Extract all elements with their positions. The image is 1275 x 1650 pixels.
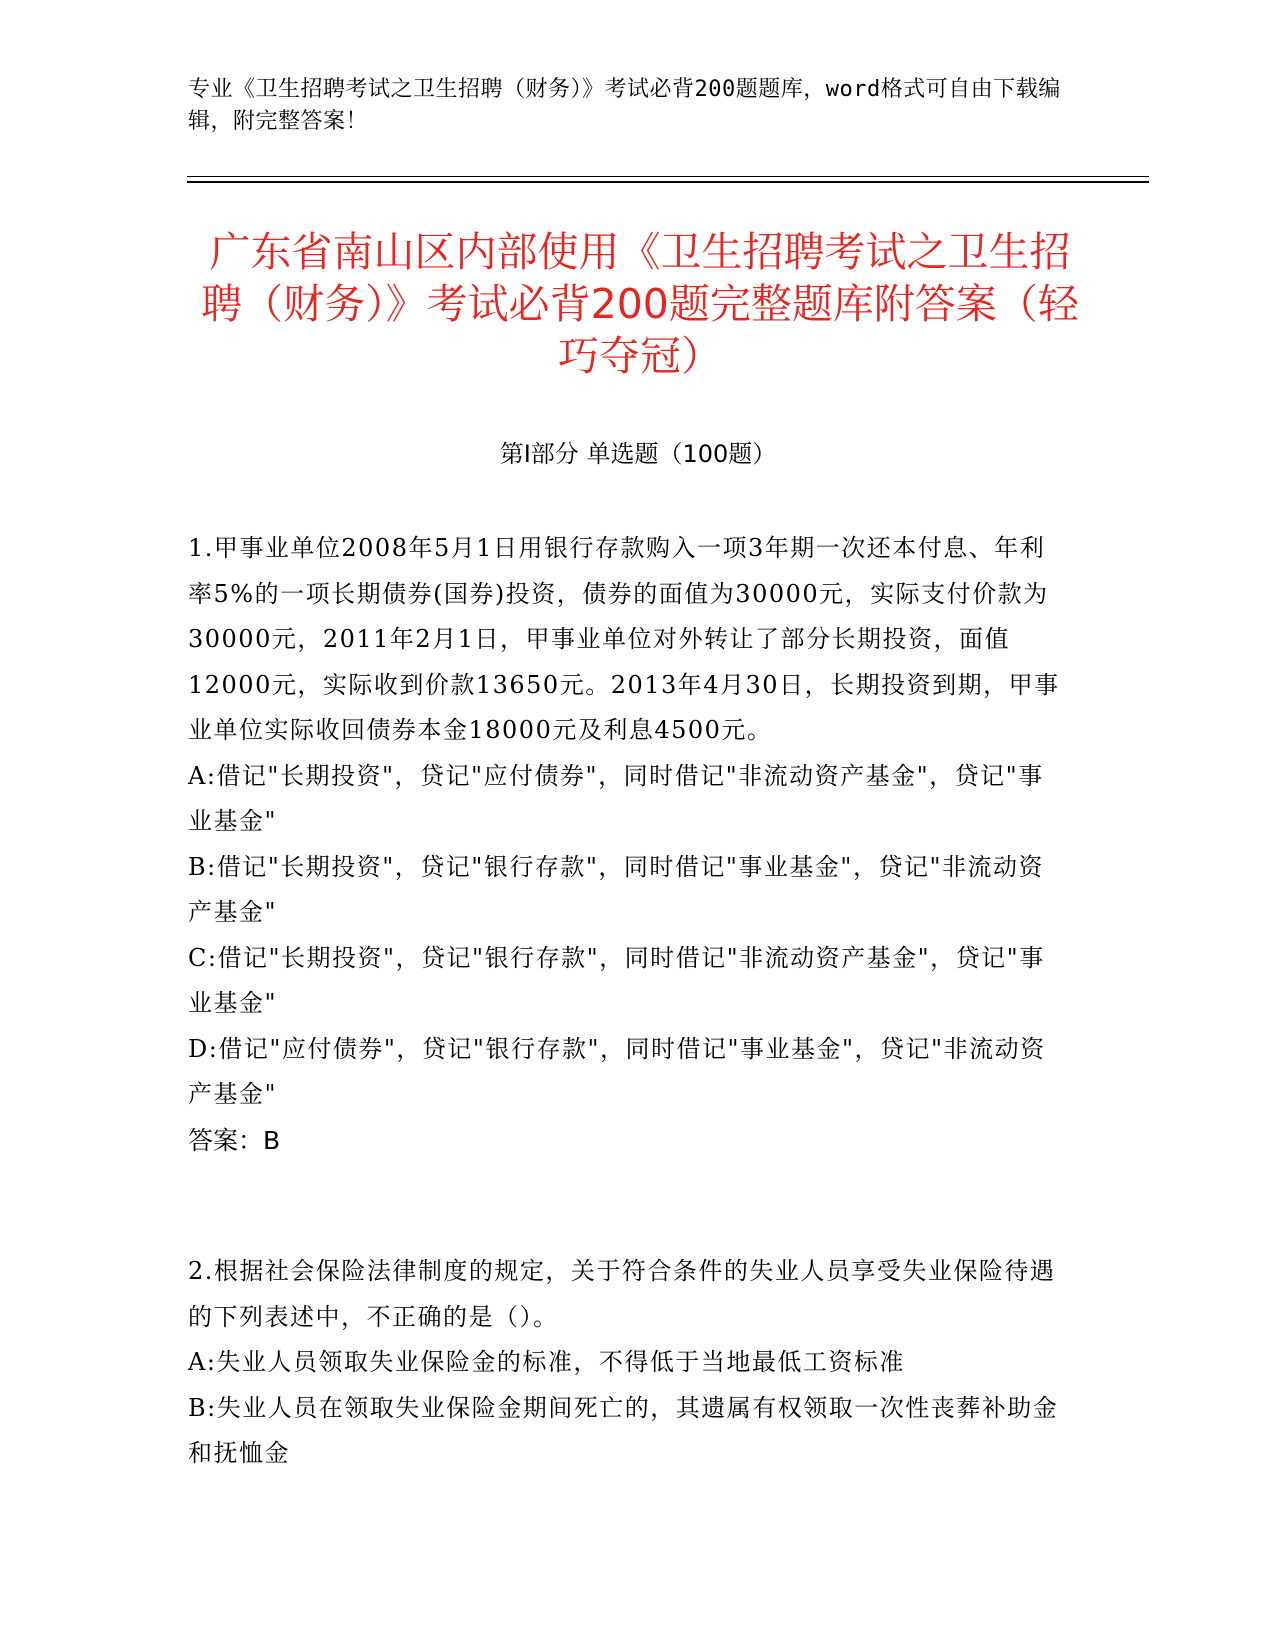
question-2-option-a: A:失业人员领取失业保险金的标准，不得低于当地最低工资标准 xyxy=(188,1348,905,1376)
question-2 xyxy=(188,1249,1068,1477)
question-1-option-a: A:借记"长期投资"，贷记"应付债券"，同时借记"非流动资产基金"，贷记"事业基金" xyxy=(188,761,1044,835)
header-divider-thin xyxy=(187,176,1149,177)
question-1-text: 1.甲事业单位2008年5月1日用银行存款购入一项3年期一次还本付息、年利率5%的一项长期债券(国券)投资，债券的面值为30000元，实际支付价款为30000元，2011年2月1日，甲事业单位对外转让了部分长期投资，面值12000元，实际收到价款13650元。2013年4月30日，长期投资到期，甲事业单位实际收回债券本金18000元及利息4500元。 xyxy=(188,534,1060,744)
header-divider-thick xyxy=(187,181,1149,183)
question-1-answer: 答案：B xyxy=(188,1125,281,1155)
section-title: 第I部分 单选题（100题） xyxy=(499,440,777,468)
question-1-option-d: D:借记"应付债券"，贷记"银行存款"，同时借记"事业基金"，贷记"非流动资产基金" xyxy=(188,1034,1046,1108)
question-1-option-b: B:借记"长期投资"，贷记"银行存款"，同时借记"事业基金"，贷记"非流动资产基金" xyxy=(188,852,1044,926)
question-2-text: 2.根据社会保险法律制度的规定，关于符合条件的失业人员享受失业保险待遇的下列表述中，不正确的是（）。 xyxy=(188,1257,1056,1331)
question-1-option-c: C:借记"长期投资"，贷记"银行存款"，同时借记"非流动资产基金"，贷记"事业基金" xyxy=(188,943,1045,1017)
document-title: 广东省南山区内部使用《卫生招聘考试之卫生招聘（财务）》考试必背200题完整题库附答案（轻巧夺冠） xyxy=(201,228,1079,380)
question-2-option-b: B:失业人员在领取失业保险金期间死亡的，其遗属有权领取一次性丧葬补助金和抚恤金 xyxy=(188,1393,1059,1467)
question-1 xyxy=(188,526,1068,1163)
header-note: 专业《卫生招聘考试之卫生招聘（财务）》考试必背200题题库，word格式可自由下载编辑，附完整答案！ xyxy=(188,77,1061,134)
